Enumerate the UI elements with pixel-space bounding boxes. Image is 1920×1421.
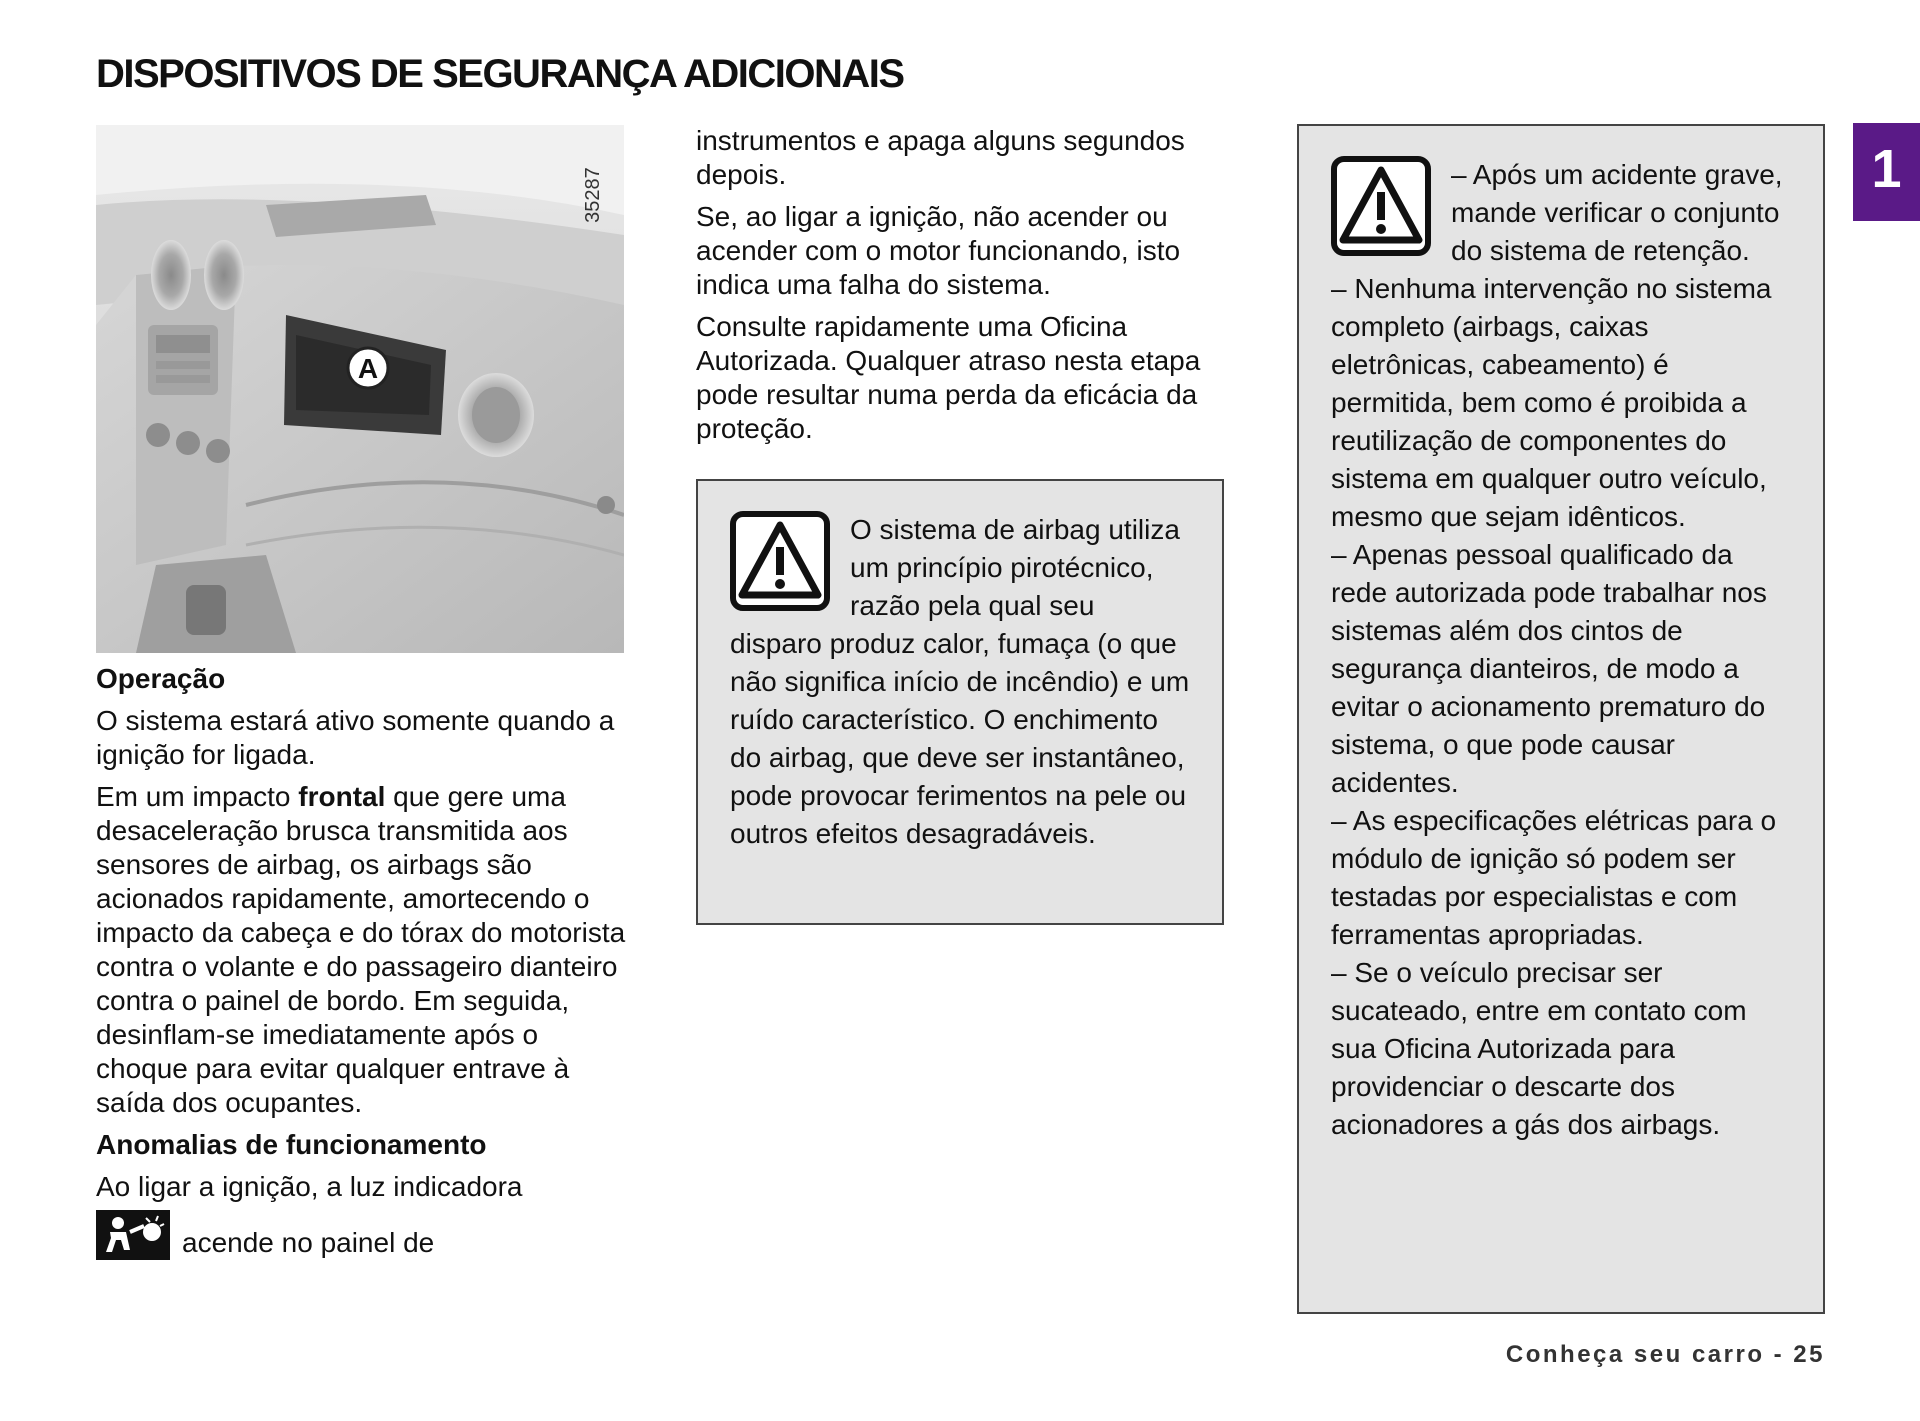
middle-column xyxy=(696,124,1236,454)
warning-item: – Nenhuma intervenção no sistema completo (airbags, caixas eletrônicas, cabeamento) é permitida, bem como é proibida a reutilização de componentes do sistema em qualquer outro veículo, mesmo que sejam idênticos. xyxy=(1331,273,1772,532)
anomalies-paragraph: Ao ligar a ignição, a luz indicadora xyxy=(96,1171,523,1202)
dashboard-illustration xyxy=(96,125,624,653)
anomalies-indicator-row xyxy=(96,1210,636,1260)
consult-paragraph: Consulte rapidamente uma Oficina Autorizada. Qualquer atraso nesta etapa pode resultar numa perda da eficácia da proteção. xyxy=(696,311,1201,444)
anomalies-heading: Anomalias de funcionamento xyxy=(96,1129,487,1160)
warning-item: – Apenas pessoal qualificado da rede autorizada pode trabalhar nos sistemas além dos cintos de segurança dianteiros, de modo a evitar o acionamento prematuro do sistema, o que pode causar acidentes. xyxy=(1331,539,1767,798)
figure-callout: A xyxy=(357,353,379,384)
operation-paragraph: O sistema estará ativo somente quando a ignição for ligada. xyxy=(96,705,615,770)
operation-heading: Operação xyxy=(96,663,226,694)
page-footer: Conheça seu carro - 25 xyxy=(1505,1341,1825,1368)
impact-paragraph xyxy=(96,780,636,1120)
safety-warning-box xyxy=(1297,124,1825,1314)
warning-item: – As especificações elétricas para o módulo de ignição só podem ser testadas por especialistas e com ferramentas apropriadas. xyxy=(1331,805,1777,950)
chapter-tab: 1 xyxy=(1853,123,1920,221)
impact-text-before: Em um impacto xyxy=(96,781,299,812)
failure-paragraph: Se, ao ligar a ignição, não acender ou acender com o motor funcionando, isto indica uma falha do sistema. xyxy=(696,201,1181,300)
warning-item: – Se o veículo precisar ser sucateado, entre em contato com sua Oficina Autorizada para providenciar o descarte dos acionadores a gás dos airbags. xyxy=(1331,957,1747,1140)
left-column xyxy=(96,662,636,1260)
impact-text-after: que gere uma desaceleração brusca transmitida aos sensores de airbag, os airbags são acionados rapidamente, amortecendo o impacto da cabeça e do tórax do motorista contra o volante e do passageiro dianteiro contra o painel de bordo. Em seguida, desinflam-se imediatamente após o choque para evitar qualquer entrave à saída dos ocupantes. xyxy=(96,781,626,1118)
airbag-warning-text: O sistema de airbag utiliza um princípio pirotécnico, razão pela qual seu disparo produz calor, fumaça (o que não significa início de incêndio) e um ruído característico. O enchimento do airbag, que deve ser instantâneo, pode provocar ferimentos na pele ou outros efeitos desagradáveis. xyxy=(730,514,1190,849)
warning-triangle-icon xyxy=(730,511,830,611)
anomalies-paragraph-cont: acende no painel de xyxy=(182,1227,435,1258)
continuation-paragraph: instrumentos e apaga alguns segundos depois. xyxy=(696,125,1185,190)
warning-item: – Após um acidente grave, mande verificar o conjunto do sistema de retenção. xyxy=(1451,159,1783,266)
airbag-warning-box xyxy=(696,479,1224,925)
airbag-warning-icon xyxy=(96,1210,170,1260)
warning-triangle-icon-right xyxy=(1331,156,1431,256)
impact-text-bold: frontal xyxy=(298,781,386,812)
page-title: DISPOSITIVOS DE SEGURANÇA ADICIONAIS xyxy=(96,52,904,96)
figure-ref-number: 35287 xyxy=(582,167,604,223)
